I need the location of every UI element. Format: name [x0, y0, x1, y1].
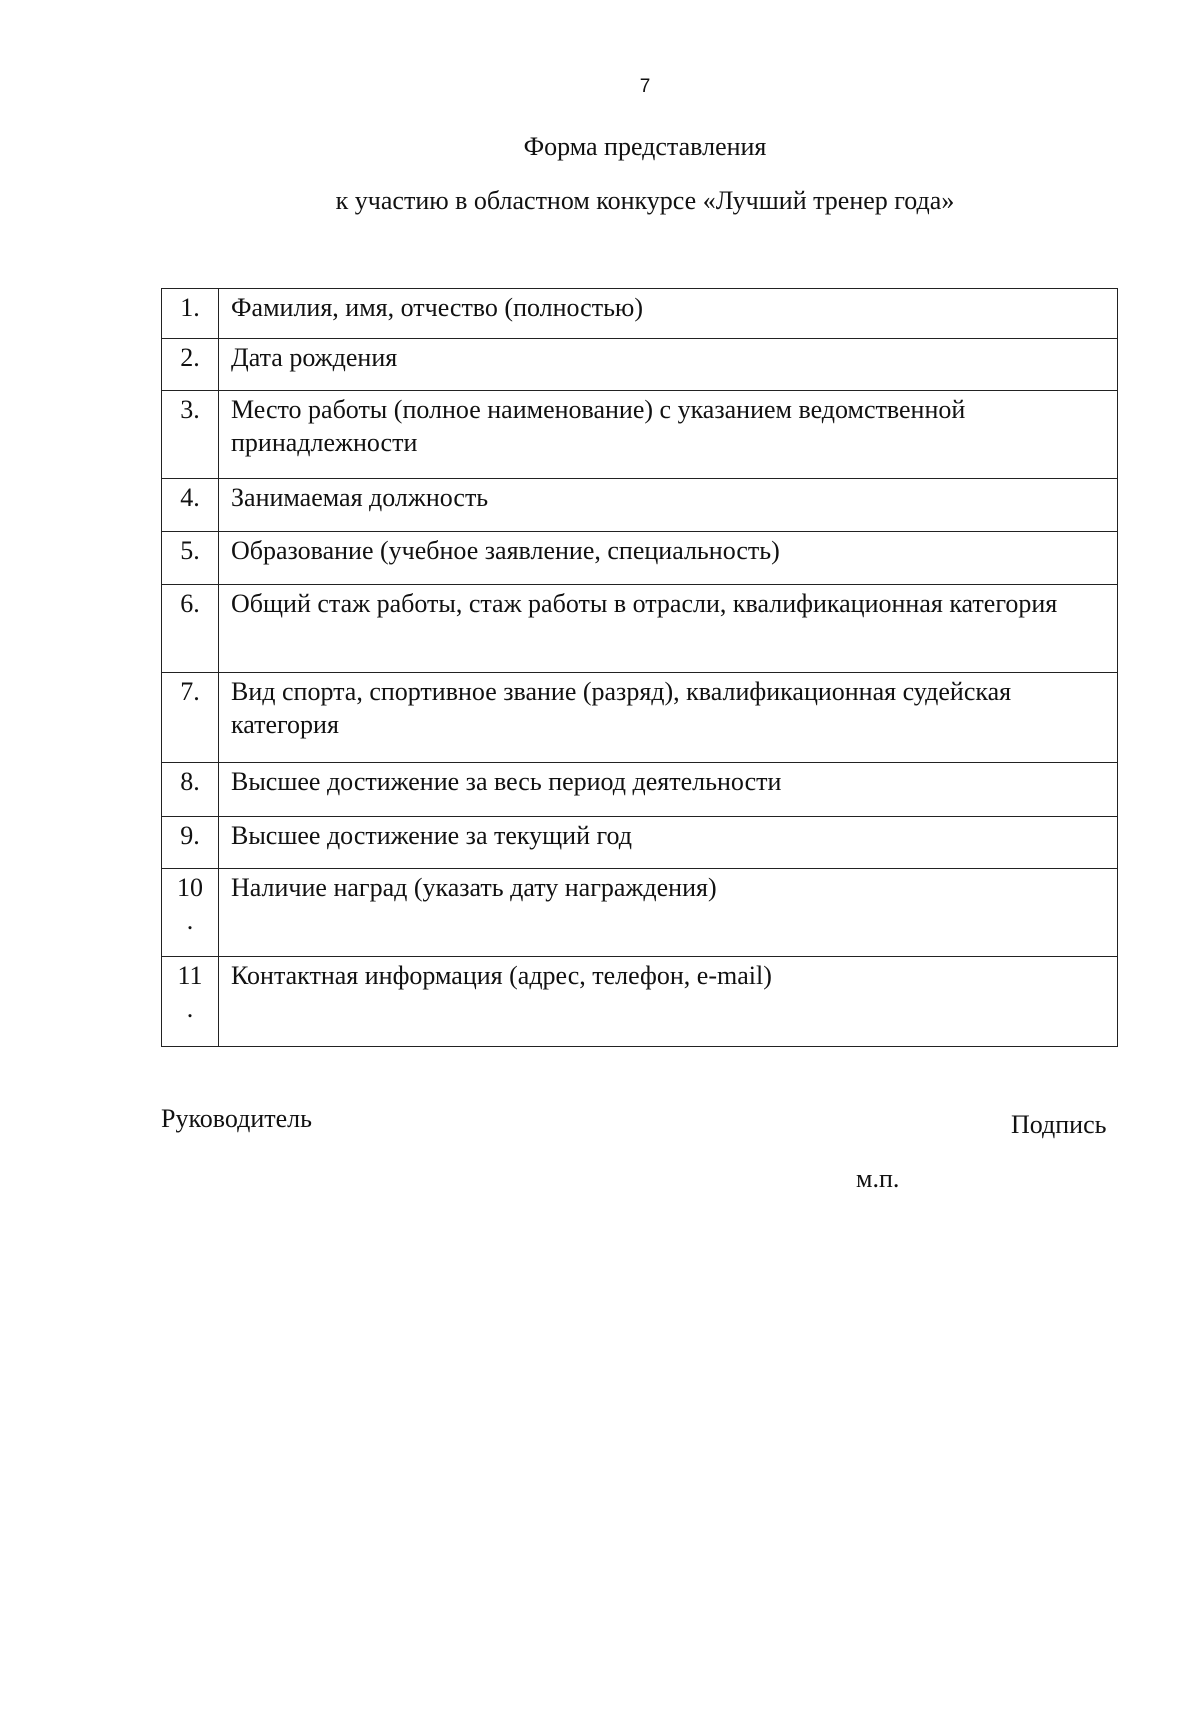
row-label: Дата рождения	[219, 339, 1118, 391]
row-number-text: 11	[177, 961, 203, 990]
table-row	[162, 391, 1118, 479]
row-label: Высшее достижение за текущий год	[219, 817, 1118, 869]
table-row	[162, 585, 1118, 673]
table-row	[162, 817, 1118, 869]
row-number-text: 4.	[180, 483, 200, 512]
row-number	[162, 289, 219, 339]
row-label: Вид спорта, спортивное звание (разряд), квалификационная судейская категория	[219, 673, 1118, 763]
row-label: Наличие наград (указать дату награждения)	[219, 869, 1118, 957]
row-label: Фамилия, имя, отчество (полностью)	[219, 289, 1118, 339]
row-label: Контактная информация (адрес, телефон, e-mail)	[219, 957, 1118, 1047]
row-number	[162, 585, 219, 673]
head-label: Руководитель	[161, 1104, 312, 1133]
row-number	[162, 479, 219, 532]
table-row	[162, 289, 1118, 339]
table-row	[162, 763, 1118, 817]
row-number	[162, 339, 219, 391]
document-title: Форма представления	[523, 132, 767, 161]
stamp-label: м.п.	[856, 1164, 900, 1193]
row-number	[162, 869, 219, 957]
row-number-text: 8.	[180, 767, 200, 796]
row-label: Высшее достижение за весь период деятельности	[219, 763, 1118, 817]
row-label: Образование (учебное заявление, специальность)	[219, 532, 1118, 585]
page-number: 7	[639, 76, 651, 97]
document-subtitle: к участию в областном конкурсе «Лучший тренер года»	[335, 186, 955, 215]
signature-label: Подпись	[1011, 1110, 1107, 1139]
table-row	[162, 532, 1118, 585]
row-number-text: 7.	[180, 677, 200, 706]
table-row	[162, 339, 1118, 391]
row-number-text: 9.	[180, 821, 200, 850]
row-number	[162, 817, 219, 869]
row-number-text: 10	[177, 873, 203, 902]
row-number	[162, 391, 219, 479]
row-number	[162, 673, 219, 763]
row-number	[162, 532, 219, 585]
row-label: Занимаемая должность	[219, 479, 1118, 532]
row-number-dot: .	[186, 994, 194, 1023]
row-number-text: 1.	[180, 293, 200, 322]
table-row	[162, 479, 1118, 532]
row-number-text: 2.	[180, 343, 200, 372]
row-number	[162, 957, 219, 1047]
row-number-text: 6.	[180, 589, 200, 618]
row-number-text: 5.	[180, 536, 200, 565]
row-number-dot: .	[186, 906, 194, 935]
table-row	[162, 869, 1118, 957]
table-row	[162, 957, 1118, 1047]
row-label: Общий стаж работы, стаж работы в отрасли, квалификационная категория	[219, 585, 1118, 673]
application-form-table	[161, 288, 1118, 1047]
table-row	[162, 673, 1118, 763]
row-label: Место работы (полное наименование) с указанием ведомственной принадлежности	[219, 391, 1118, 479]
row-number	[162, 763, 219, 817]
row-number-text: 3.	[180, 395, 200, 424]
